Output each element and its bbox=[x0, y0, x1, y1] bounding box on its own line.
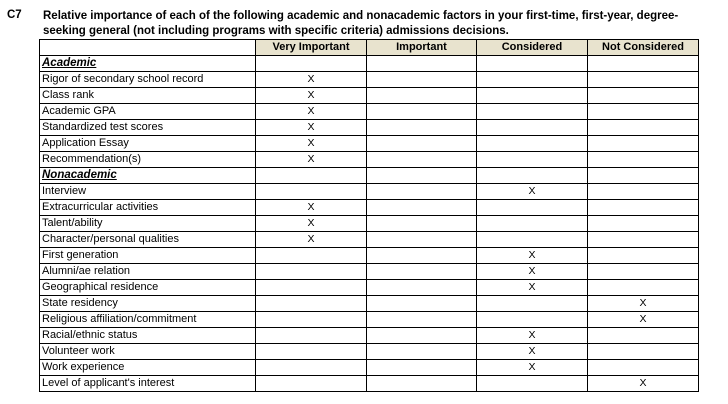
factor-label: Standardized test scores bbox=[40, 120, 256, 136]
table-row bbox=[40, 88, 699, 104]
rating-cell: X bbox=[588, 296, 699, 312]
rating-cell: X bbox=[477, 248, 588, 264]
rating-cell bbox=[367, 312, 477, 328]
factor-label: Volunteer work bbox=[40, 344, 256, 360]
empty-cell bbox=[588, 168, 699, 184]
empty-cell bbox=[588, 56, 699, 72]
rating-cell bbox=[367, 88, 477, 104]
table-row bbox=[40, 232, 699, 248]
rating-cell bbox=[588, 120, 699, 136]
rating-cell: X bbox=[256, 120, 367, 136]
rating-cell bbox=[367, 280, 477, 296]
rating-cell bbox=[256, 328, 367, 344]
question-number: C7 bbox=[7, 9, 22, 21]
rating-cell bbox=[588, 264, 699, 280]
table-row bbox=[40, 248, 699, 264]
rating-cell bbox=[588, 344, 699, 360]
rating-cell bbox=[588, 72, 699, 88]
rating-cell: X bbox=[477, 360, 588, 376]
rating-cell bbox=[477, 104, 588, 120]
rating-cell bbox=[367, 248, 477, 264]
factor-label: First generation bbox=[40, 248, 256, 264]
table-row bbox=[40, 312, 699, 328]
section-row bbox=[40, 168, 699, 184]
rating-cell bbox=[256, 248, 367, 264]
rating-cell bbox=[477, 376, 588, 392]
rating-cell bbox=[367, 104, 477, 120]
rating-cell bbox=[367, 136, 477, 152]
factor-label: Geographical residence bbox=[40, 280, 256, 296]
table-row bbox=[40, 136, 699, 152]
rating-cell bbox=[477, 200, 588, 216]
empty-cell bbox=[256, 168, 367, 184]
table-row bbox=[40, 280, 699, 296]
table-row bbox=[40, 120, 699, 136]
column-header-not-considered: Not Considered bbox=[588, 40, 699, 56]
question-text: Relative importance of each of the following academic and nonacademic factors in your first-time, first-year, degree-seeking general (not including programs with specific criteria) admissions decisions. bbox=[43, 10, 679, 37]
rating-cell bbox=[256, 264, 367, 280]
rating-cell: X bbox=[588, 376, 699, 392]
factor-label: Character/personal qualities bbox=[40, 232, 256, 248]
empty-cell bbox=[367, 168, 477, 184]
rating-cell bbox=[367, 120, 477, 136]
rating-cell: X bbox=[477, 184, 588, 200]
rating-cell bbox=[256, 312, 367, 328]
table-row bbox=[40, 344, 699, 360]
rating-cell bbox=[367, 216, 477, 232]
column-header-considered: Considered bbox=[477, 40, 588, 56]
rating-cell bbox=[367, 232, 477, 248]
factor-label: Religious affiliation/commitment bbox=[40, 312, 256, 328]
factor-label: Talent/ability bbox=[40, 216, 256, 232]
table-row bbox=[40, 200, 699, 216]
rating-cell bbox=[588, 104, 699, 120]
rating-cell bbox=[477, 120, 588, 136]
empty-cell bbox=[256, 56, 367, 72]
rating-cell: X bbox=[256, 136, 367, 152]
rating-cell bbox=[477, 216, 588, 232]
section-row bbox=[40, 56, 699, 72]
rating-cell bbox=[588, 280, 699, 296]
table-row bbox=[40, 104, 699, 120]
rating-cell: X bbox=[477, 344, 588, 360]
rating-cell bbox=[477, 136, 588, 152]
rating-cell bbox=[367, 200, 477, 216]
table-body bbox=[40, 56, 699, 392]
table-row bbox=[40, 216, 699, 232]
rating-cell bbox=[477, 312, 588, 328]
rating-cell bbox=[367, 152, 477, 168]
rating-cell bbox=[256, 280, 367, 296]
empty-cell bbox=[477, 56, 588, 72]
rating-cell: X bbox=[256, 104, 367, 120]
column-header-important: Important bbox=[367, 40, 477, 56]
factor-label: Work experience bbox=[40, 360, 256, 376]
rating-cell bbox=[588, 200, 699, 216]
rating-cell bbox=[477, 72, 588, 88]
importance-table bbox=[39, 39, 699, 392]
rating-cell bbox=[367, 72, 477, 88]
rating-cell: X bbox=[256, 72, 367, 88]
rating-cell bbox=[477, 88, 588, 104]
rating-cell bbox=[588, 248, 699, 264]
factor-label: Alumni/ae relation bbox=[40, 264, 256, 280]
rating-cell bbox=[588, 328, 699, 344]
rating-cell bbox=[588, 232, 699, 248]
rating-cell bbox=[588, 184, 699, 200]
rating-cell: X bbox=[256, 232, 367, 248]
rating-cell: X bbox=[256, 200, 367, 216]
rating-cell: X bbox=[477, 280, 588, 296]
table-row bbox=[40, 376, 699, 392]
factor-label: Interview bbox=[40, 184, 256, 200]
header-row bbox=[40, 40, 699, 56]
section-title: Academic bbox=[40, 56, 256, 72]
rating-cell bbox=[367, 184, 477, 200]
rating-cell: X bbox=[256, 88, 367, 104]
rating-cell bbox=[588, 88, 699, 104]
table-row bbox=[40, 184, 699, 200]
rating-cell bbox=[477, 152, 588, 168]
rating-cell bbox=[256, 296, 367, 312]
factor-label: Academic GPA bbox=[40, 104, 256, 120]
rating-cell bbox=[256, 184, 367, 200]
rating-cell bbox=[367, 328, 477, 344]
rating-cell: X bbox=[588, 312, 699, 328]
rating-cell bbox=[588, 360, 699, 376]
table-row bbox=[40, 152, 699, 168]
rating-cell: X bbox=[477, 264, 588, 280]
table-row bbox=[40, 296, 699, 312]
empty-cell bbox=[477, 168, 588, 184]
factor-label: Application Essay bbox=[40, 136, 256, 152]
table-row bbox=[40, 72, 699, 88]
rating-cell: X bbox=[256, 152, 367, 168]
rating-cell bbox=[256, 376, 367, 392]
factor-label: Extracurricular activities bbox=[40, 200, 256, 216]
rating-cell bbox=[367, 360, 477, 376]
factor-label: Level of applicant's interest bbox=[40, 376, 256, 392]
factor-label: State residency bbox=[40, 296, 256, 312]
rating-cell bbox=[477, 296, 588, 312]
rating-cell bbox=[256, 360, 367, 376]
rating-cell bbox=[477, 232, 588, 248]
rating-cell bbox=[367, 376, 477, 392]
column-header-very-important: Very Important bbox=[256, 40, 367, 56]
rating-cell bbox=[367, 344, 477, 360]
rating-cell bbox=[588, 216, 699, 232]
rating-cell bbox=[588, 136, 699, 152]
table-row bbox=[40, 264, 699, 280]
factor-label: Class rank bbox=[40, 88, 256, 104]
table-row bbox=[40, 360, 699, 376]
header-blank-cell bbox=[40, 40, 256, 56]
table-row bbox=[40, 328, 699, 344]
section-title: Nonacademic bbox=[40, 168, 256, 184]
rating-cell: X bbox=[477, 328, 588, 344]
factor-label: Racial/ethnic status bbox=[40, 328, 256, 344]
rating-cell bbox=[367, 264, 477, 280]
factor-label: Recommendation(s) bbox=[40, 152, 256, 168]
factor-label: Rigor of secondary school record bbox=[40, 72, 256, 88]
rating-cell bbox=[588, 152, 699, 168]
rating-cell: X bbox=[256, 216, 367, 232]
empty-cell bbox=[367, 56, 477, 72]
rating-cell bbox=[256, 344, 367, 360]
rating-cell bbox=[367, 296, 477, 312]
